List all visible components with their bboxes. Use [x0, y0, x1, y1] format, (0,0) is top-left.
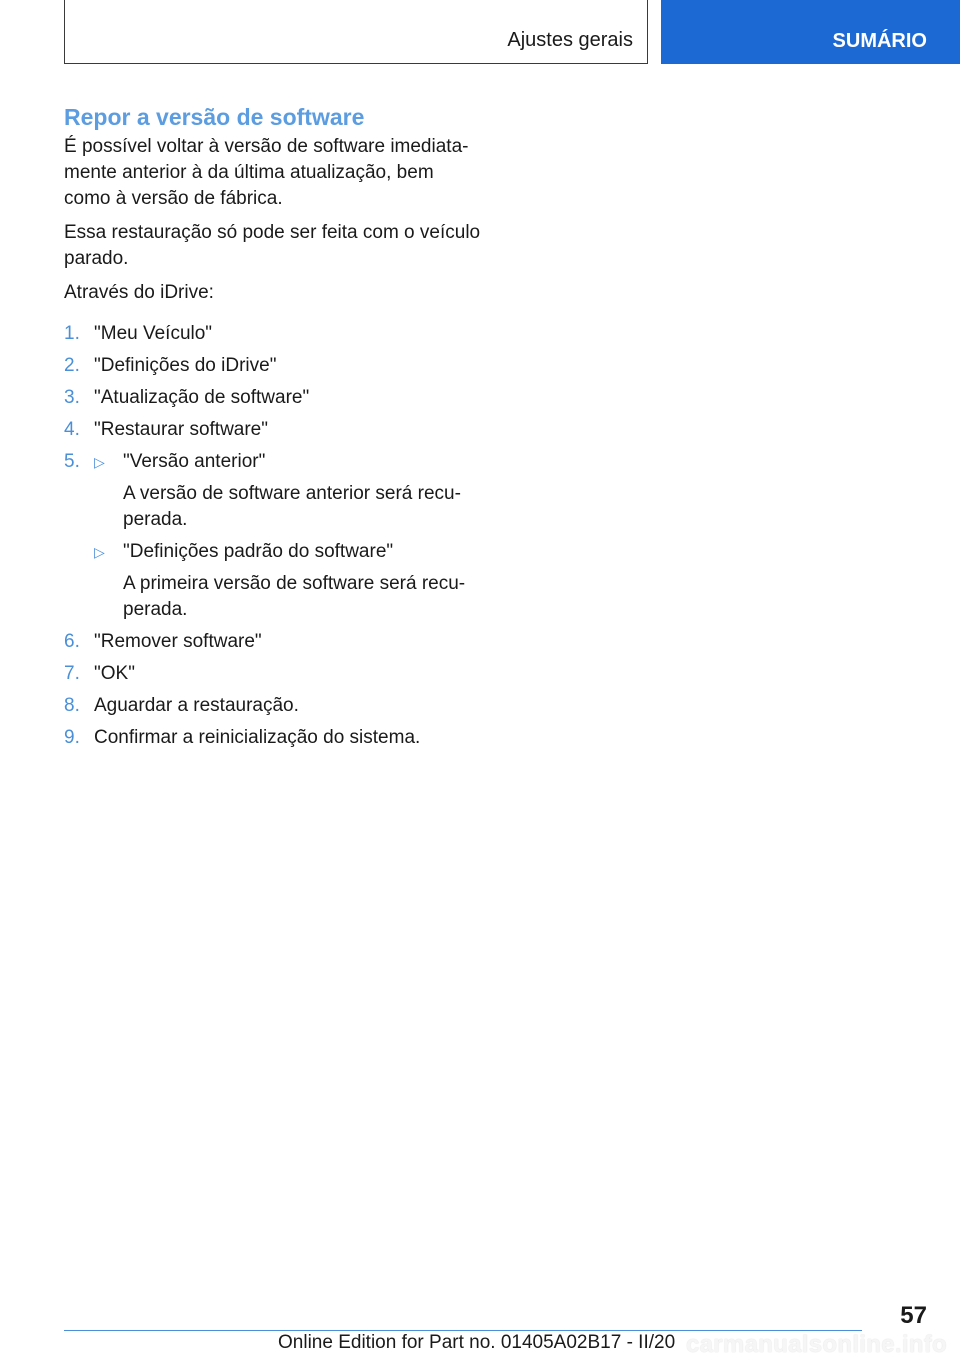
step-number: 8. — [64, 695, 80, 716]
intro-paragraph: É possível voltar à versão de software imediata-mente anterior à da última atualização, bem como à versão de fábrica. — [64, 136, 469, 209]
step-number: 1. — [64, 323, 80, 344]
step-text: "Restaurar software" — [94, 419, 268, 440]
list-item — [64, 629, 484, 655]
step-number: 7. — [64, 663, 80, 684]
list-item — [64, 661, 484, 687]
list-item — [64, 693, 484, 719]
step-text: "Meu Veículo" — [94, 323, 213, 344]
page-number: 57 — [900, 1302, 927, 1329]
step-text: "Definições do iDrive" — [94, 355, 277, 376]
list-item — [64, 353, 484, 379]
step-text: "OK" — [94, 663, 135, 684]
step-number: 6. — [64, 631, 80, 652]
option-item — [94, 449, 484, 533]
step-number: 9. — [64, 727, 80, 748]
main-content — [64, 100, 484, 757]
step-text: "Atualização de software" — [94, 387, 310, 408]
edition-text: Online Edition for Part no. 01405A02B17 - II/20 — [278, 1332, 676, 1353]
list-item — [64, 725, 484, 751]
option-label: "Definições padrão do software" — [123, 541, 394, 562]
steps-list — [64, 321, 484, 751]
triangle-right-icon: ▷ — [94, 454, 105, 470]
step-number: 4. — [64, 419, 80, 440]
option-item — [94, 539, 484, 623]
step-number: 3. — [64, 387, 80, 408]
list-item — [64, 321, 484, 347]
list-item — [64, 385, 484, 411]
list-item — [64, 449, 484, 623]
step-text: "Remover software" — [94, 631, 262, 652]
step-text: Aguardar a restauração. — [94, 695, 299, 716]
triangle-right-icon: ▷ — [94, 544, 105, 560]
list-item — [64, 417, 484, 443]
summary-button[interactable]: SUMÁRIO — [661, 0, 960, 64]
section-title: Repor a versão de software — [64, 104, 365, 130]
condition-paragraph: Essa restauração só pode ser feita com o veículo parado. — [64, 222, 481, 269]
header-section-box — [64, 0, 648, 64]
via-paragraph: Através do iDrive: — [64, 282, 214, 303]
option-list — [94, 449, 484, 623]
step-number: 2. — [64, 355, 80, 376]
watermark-text: carmanualsonline.info — [686, 1331, 948, 1358]
option-description: A primeira versão de software será recu-perada. — [123, 573, 466, 620]
option-description: A versão de software anterior será recu-perada. — [123, 483, 461, 530]
option-label: "Versão anterior" — [123, 451, 266, 472]
step-text: Confirmar a reinicialização do sistema. — [94, 727, 421, 748]
step-number: 5. — [64, 451, 80, 472]
header-section-title: Ajustes gerais — [507, 29, 633, 51]
